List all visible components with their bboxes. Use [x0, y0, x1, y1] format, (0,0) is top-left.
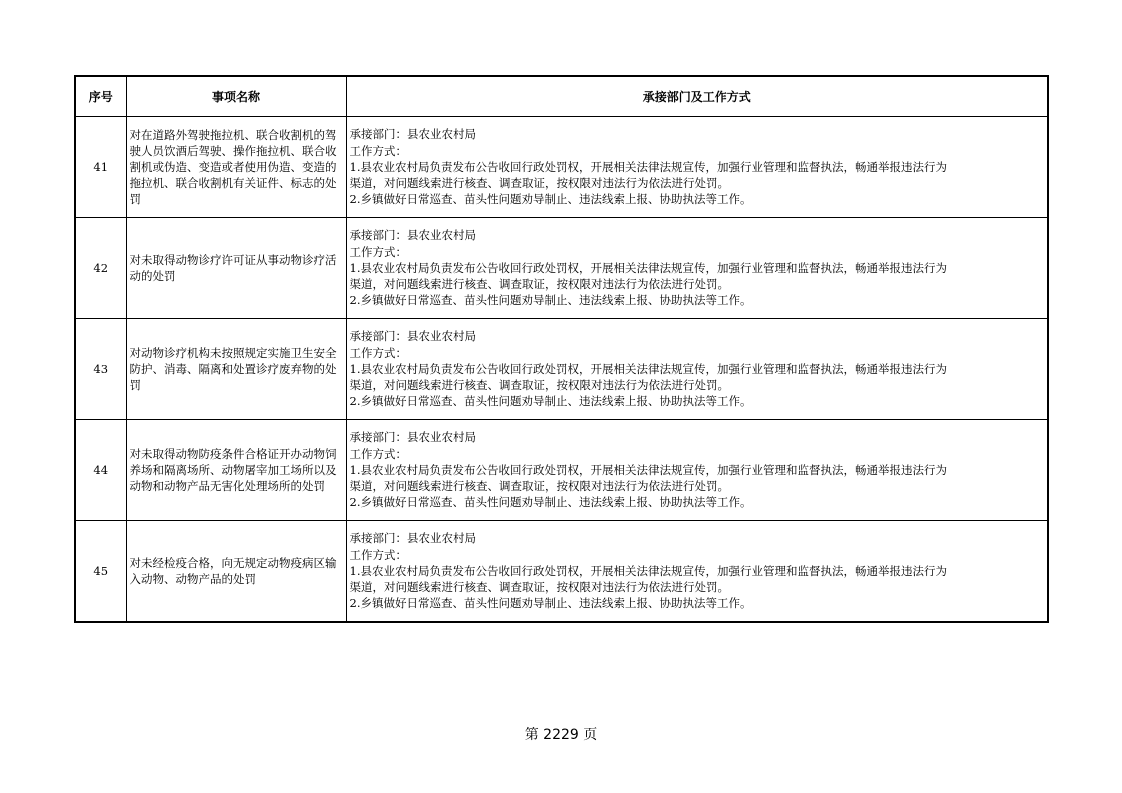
method-item-1-cont: 渠道，对问题线索进行核查、调查取证，按权限对违法行为依法进行处罚。	[349, 580, 729, 595]
method-item-1-cont: 渠道，对问题线索进行核查、调查取证，按权限对违法行为依法进行处罚。	[349, 378, 729, 393]
method-item-1: 1.县农业农村局负责发布公告收回行政处罚权，开展相关法律法规宣传，加强行业管理和监督执法，畅通举报违法行为	[349, 462, 947, 477]
header-name: 事项名称	[126, 76, 346, 117]
method-line: 工作方式：	[349, 547, 407, 562]
row-seq: 44	[75, 420, 126, 521]
row-seq: 45	[75, 521, 126, 623]
table-row	[75, 521, 1048, 623]
row-item-name: 对未取得动物防疫条件合格证开办动物饲养场和隔离场所、动物屠宰加工场所以及动物和动物产品无害化处理场所的处罚	[126, 420, 346, 521]
dept-line: 承接部门：县农业农村局	[349, 329, 476, 344]
method-line: 工作方式：	[349, 244, 407, 259]
page-number: 第 2229 页	[524, 727, 598, 743]
item-table	[74, 75, 1049, 623]
method-item-2: 2.乡镇做好日常巡查、苗头性问题劝导制止、违法线索上报、协助执法等工作。	[349, 293, 752, 308]
method-item-1: 1.县农业农村局负责发布公告收回行政处罚权，开展相关法律法规宣传，加强行业管理和监督执法，畅通举报违法行为	[349, 159, 947, 174]
method-line: 工作方式：	[349, 143, 407, 158]
method-item-1: 1.县农业农村局负责发布公告收回行政处罚权，开展相关法律法规宣传，加强行业管理和监督执法，畅通举报违法行为	[349, 563, 947, 578]
row-dept-detail	[346, 420, 1048, 521]
dept-line: 承接部门：县农业农村局	[349, 430, 476, 445]
row-seq: 43	[75, 319, 126, 420]
row-item-name: 对在道路外驾驶拖拉机、联合收割机的驾驶人员饮酒后驾驶、操作拖拉机、联合收割机或伪造、变造或者使用伪造、变造的拖拉机、联合收割机有关证件、标志的处罚	[126, 117, 346, 218]
method-line: 工作方式：	[349, 345, 407, 360]
table-row	[75, 420, 1048, 521]
row-item-name: 对动物诊疗机构未按照规定实施卫生安全防护、消毒、隔离和处置诊疗废弃物的处罚	[126, 319, 346, 420]
method-item-2: 2.乡镇做好日常巡查、苗头性问题劝导制止、违法线索上报、协助执法等工作。	[349, 192, 752, 207]
header-seq: 序号	[75, 76, 126, 117]
method-item-1: 1.县农业农村局负责发布公告收回行政处罚权，开展相关法律法规宣传，加强行业管理和监督执法，畅通举报违法行为	[349, 361, 947, 376]
header-dept: 承接部门及工作方式	[346, 76, 1048, 117]
method-item-2: 2.乡镇做好日常巡查、苗头性问题劝导制止、违法线索上报、协助执法等工作。	[349, 394, 752, 409]
row-seq: 42	[75, 218, 126, 319]
method-item-1-cont: 渠道，对问题线索进行核查、调查取证，按权限对违法行为依法进行处罚。	[349, 479, 729, 494]
table-header-row	[75, 76, 1048, 117]
method-item-2: 2.乡镇做好日常巡查、苗头性问题劝导制止、违法线索上报、协助执法等工作。	[349, 596, 752, 611]
row-dept-detail	[346, 117, 1048, 218]
row-item-name: 对未取得动物诊疗许可证从事动物诊疗活动的处罚	[126, 218, 346, 319]
table-row	[75, 218, 1048, 319]
method-item-1: 1.县农业农村局负责发布公告收回行政处罚权，开展相关法律法规宣传，加强行业管理和监督执法，畅通举报违法行为	[349, 260, 947, 275]
row-dept-detail	[346, 218, 1048, 319]
row-seq: 41	[75, 117, 126, 218]
dept-line: 承接部门：县农业农村局	[349, 228, 476, 243]
row-item-name: 对未经检疫合格，向无规定动物疫病区输入动物、动物产品的处罚	[126, 521, 346, 623]
method-item-2: 2.乡镇做好日常巡查、苗头性问题劝导制止、违法线索上报、协助执法等工作。	[349, 495, 752, 510]
table-row	[75, 117, 1048, 218]
method-item-1-cont: 渠道，对问题线索进行核查、调查取证，按权限对违法行为依法进行处罚。	[349, 277, 729, 292]
dept-line: 承接部门：县农业农村局	[349, 127, 476, 142]
method-item-1-cont: 渠道，对问题线索进行核查、调查取证，按权限对违法行为依法进行处罚。	[349, 176, 729, 191]
method-line: 工作方式：	[349, 446, 407, 461]
row-dept-detail	[346, 319, 1048, 420]
table-row	[75, 319, 1048, 420]
row-dept-detail	[346, 521, 1048, 623]
dept-line: 承接部门：县农业农村局	[349, 531, 476, 546]
